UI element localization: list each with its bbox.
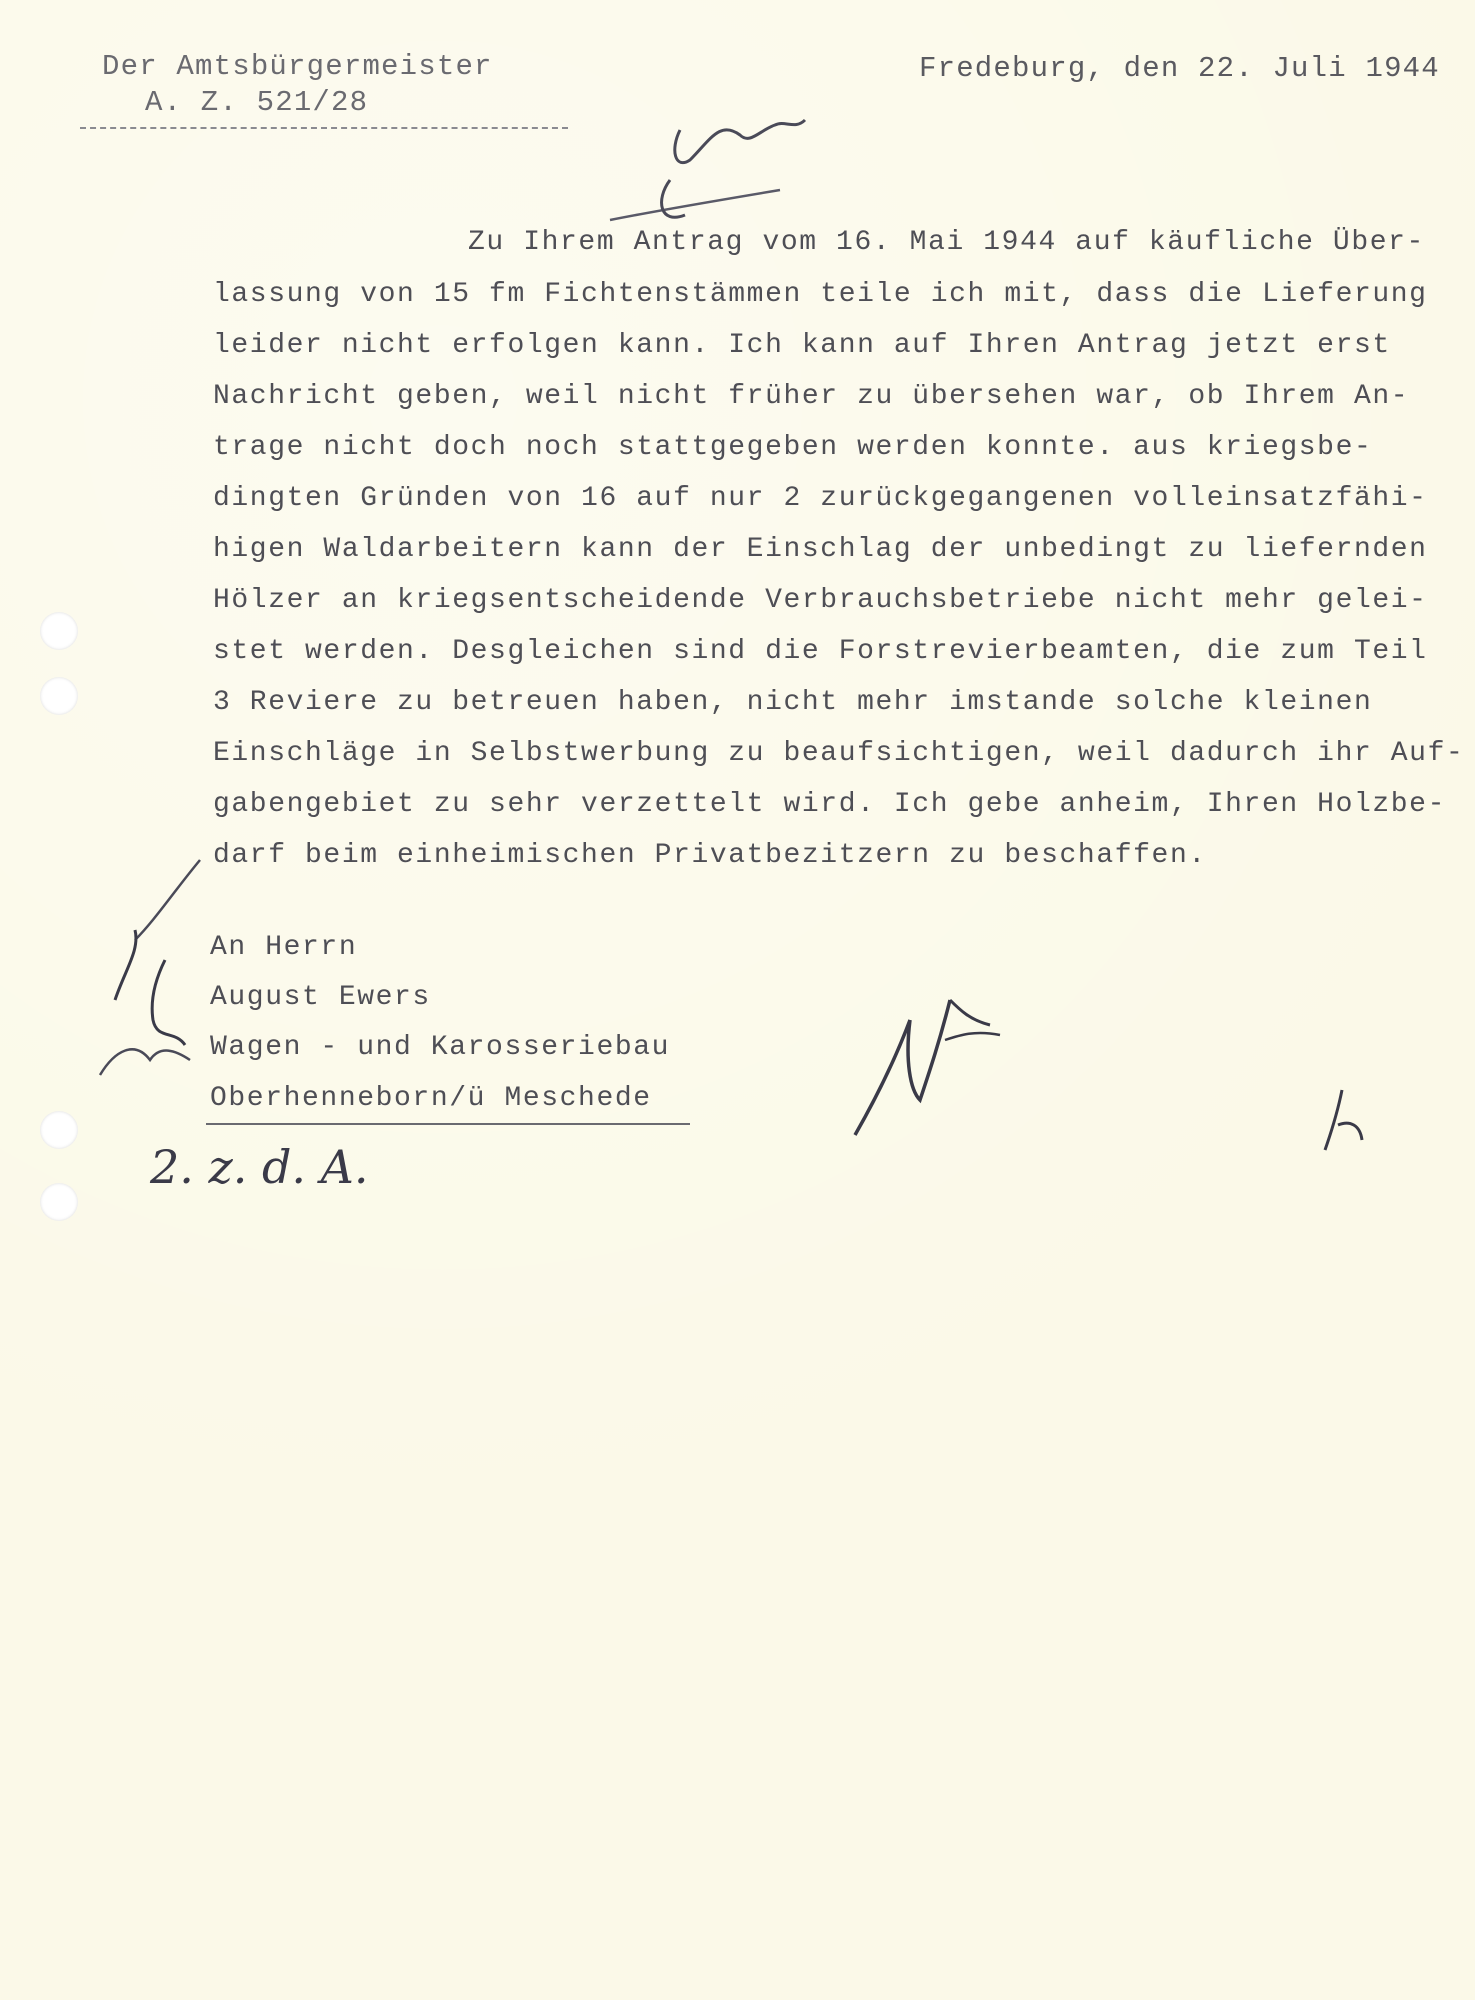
punch-hole	[40, 1111, 78, 1149]
handwritten-check-mark	[1320, 1085, 1380, 1155]
address-line: August Ewers	[210, 982, 431, 1013]
handwritten-annotation: 2. z. d. A.	[150, 1140, 369, 1194]
address-line: An Herrn	[210, 932, 358, 963]
body-line: stet werden. Desgleichen sind die Forstrevierbeamten, die zum Teil	[213, 636, 1428, 667]
body-line: higen Waldarbeitern kann der Einschlag der unbedingt zu liefernden	[213, 534, 1428, 565]
punch-hole	[40, 612, 78, 650]
signature	[850, 980, 1020, 1140]
body-line: lassung von 15 fm Fichtenstämmen teile ich mit, dass die Lieferung	[213, 279, 1428, 310]
body-line: gabengebiet zu sehr verzettelt wird. Ich gebe anheim, Ihren Holzbe-	[213, 789, 1446, 820]
body-line: Einschläge in Selbstwerbung zu beaufsichtigen, weil dadurch ihr Auf-	[213, 738, 1465, 769]
body-line: Nachricht geben, weil nicht früher zu übersehen war, ob Ihrem An-	[213, 381, 1410, 412]
body-line: Hölzer an kriegsentscheidende Verbrauchsbetriebe nicht mehr gelei-	[213, 585, 1428, 616]
header-divider	[80, 127, 568, 129]
file-reference: A. Z. 521/28	[145, 86, 369, 119]
body-line: 3 Reviere zu betreuen haben, nicht mehr imstande solche kleinen	[213, 687, 1373, 718]
body-line: leider nicht erfolgen kann. Ich kann auf Ihren Antrag jetzt erst	[213, 330, 1391, 361]
address-line: Oberhenneborn/ü Meschede	[210, 1083, 652, 1114]
punch-hole	[40, 677, 78, 715]
sender-title: Der Amtsbürgermeister	[102, 50, 493, 83]
place-date: Fredeburg, den 22. Juli 1944	[919, 52, 1440, 85]
handwritten-initial-mark	[600, 90, 830, 230]
address-line: Wagen - und Karosseriebau	[210, 1032, 671, 1063]
body-line: dingten Gründen von 16 auf nur 2 zurückgegangenen volleinsatzfähi-	[213, 483, 1428, 514]
body-line: darf beim einheimischen Privatbezitzern zu beschaffen.	[213, 840, 1207, 871]
punch-hole	[40, 1183, 78, 1221]
body-line: trage nicht doch noch stattgegeben werden konnte. aus kriegsbe-	[213, 432, 1373, 463]
body-line: Zu Ihrem Antrag vom 16. Mai 1944 auf käufliche Über-	[468, 227, 1425, 258]
handwritten-margin-mark	[95, 860, 225, 1090]
address-underline	[206, 1123, 690, 1125]
